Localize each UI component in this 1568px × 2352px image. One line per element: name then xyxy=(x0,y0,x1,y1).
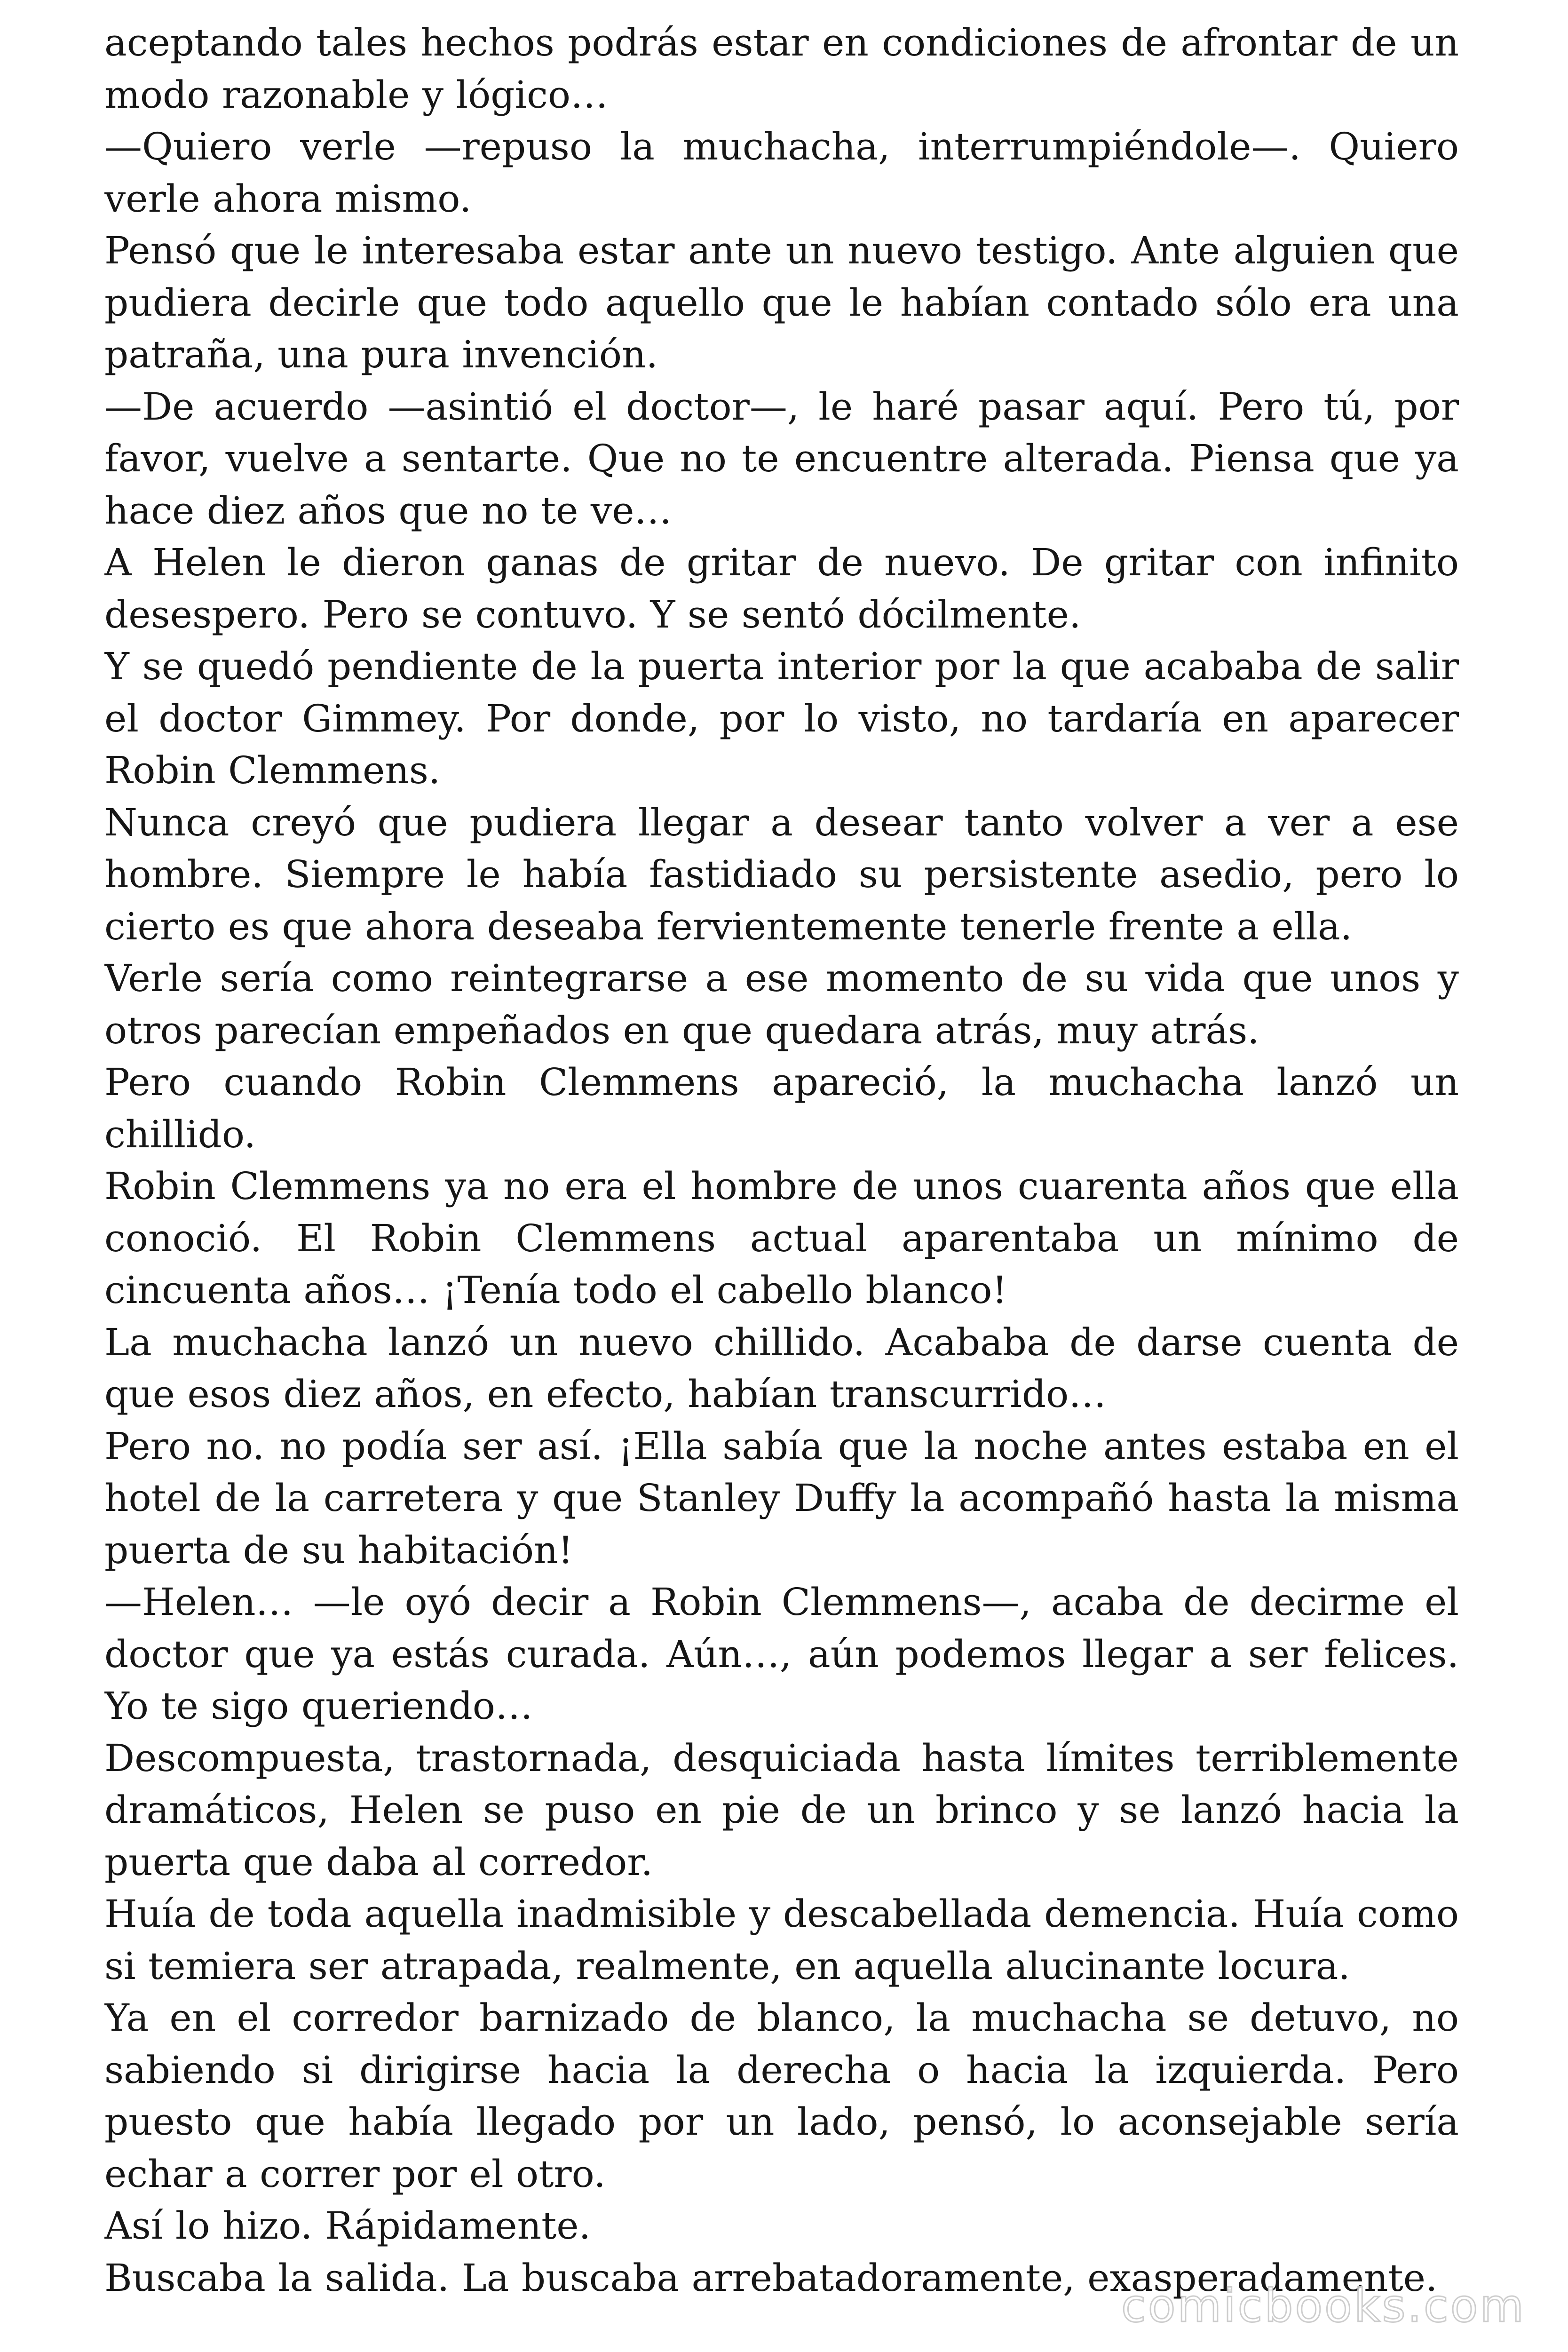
paragraph: Y se quedó pendiente de la puerta interior por la que acababa de salir el doctor Gimmey. Por donde, por lo visto, no tardaría en aparecer Robin Clemmens. xyxy=(104,644,1459,792)
paragraph: —Quiero verle —repuso la muchacha, interrumpiéndole—. Quiero verle ahora mismo. xyxy=(104,125,1459,221)
paragraph: Descompuesta, trastornada, desquiciada hasta límites terriblemente dramáticos, Helen se puso en pie de un brinco y se lanzó hacia la puerta que daba al corredor. xyxy=(104,1736,1459,1884)
paragraph: Huía de toda aquella inadmisible y descabellada demencia. Huía como si temiera ser atrapada, realmente, en aquella alucinante locura. xyxy=(104,1892,1459,1988)
paragraph: A Helen le dieron ganas de gritar de nuevo. De gritar con infinito desespero. Pero se contuvo. Y se sentó dócilmente. xyxy=(104,540,1459,636)
paragraph: Pero cuando Robin Clemmens apareció, la muchacha lanzó un chillido. xyxy=(104,1060,1459,1156)
paragraph: —Helen… —le oyó decir a Robin Clemmens—, acaba de decirme el doctor que ya estás curada. Aún…, aún podemos llegar a ser felices. Yo te sigo queriendo… xyxy=(104,1580,1459,1728)
paragraph: —De acuerdo —asintió el doctor—, le haré pasar aquí. Pero tú, por favor, vuelve a sentarte. Que no te encuentre alterada. Piensa que ya hace diez años que no te ve… xyxy=(104,384,1459,532)
paragraph: La muchacha lanzó un nuevo chillido. Acababa de darse cuenta de que esos diez años, en efecto, habían transcurrido… xyxy=(104,1320,1459,1416)
paragraph: Pensó que le interesaba estar ante un nuevo testigo. Ante alguien que pudiera decirle que todo aquello que le habían contado sólo era una patraña, una pura invención. xyxy=(104,229,1459,376)
paragraph: Nunca creyó que pudiera llegar a desear tanto volver a ver a ese hombre. Siempre le había fastidiado su persistente asedio, pero lo cierto es que ahora deseaba fervientemente tenerle frente a ella. xyxy=(104,800,1459,948)
paragraph: Buscaba la salida. La buscaba arrebatadoramente, exasperadamente. xyxy=(104,2256,1438,2300)
paragraph: Así lo hizo. Rápidamente. xyxy=(104,2204,591,2248)
paragraph: aceptando tales hechos podrás estar en condiciones de afrontar de un modo razonable y lógico… xyxy=(104,21,1459,117)
paragraph: Robin Clemmens ya no era el hombre de unos cuarenta años que ella conoció. El Robin Clemmens actual aparentaba un mínimo de cincuenta años… ¡Tenía todo el cabello blanco! xyxy=(104,1164,1459,1312)
paragraph: Pero no. no podía ser así. ¡Ella sabía que la noche antes estaba en el hotel de la carretera y que Stanley Duffy la acompañó hasta la misma puerta de su habitación! xyxy=(104,1424,1459,1572)
watermark-logo: comicbooks.com xyxy=(1121,2280,1526,2332)
document-page xyxy=(104,17,1459,2336)
paragraph: Ya en el corredor barnizado de blanco, la muchacha se detuvo, no sabiendo si dirigirse hacia la derecha o hacia la izquierda. Pero puesto que había llegado por un lado, pensó, lo aconsejable sería echar a correr por el otro. xyxy=(104,1996,1459,2196)
paragraph: Verle sería como reintegrarse a ese momento de su vida que unos y otros parecían empeñados en que quedara atrás, muy atrás. xyxy=(104,956,1459,1052)
